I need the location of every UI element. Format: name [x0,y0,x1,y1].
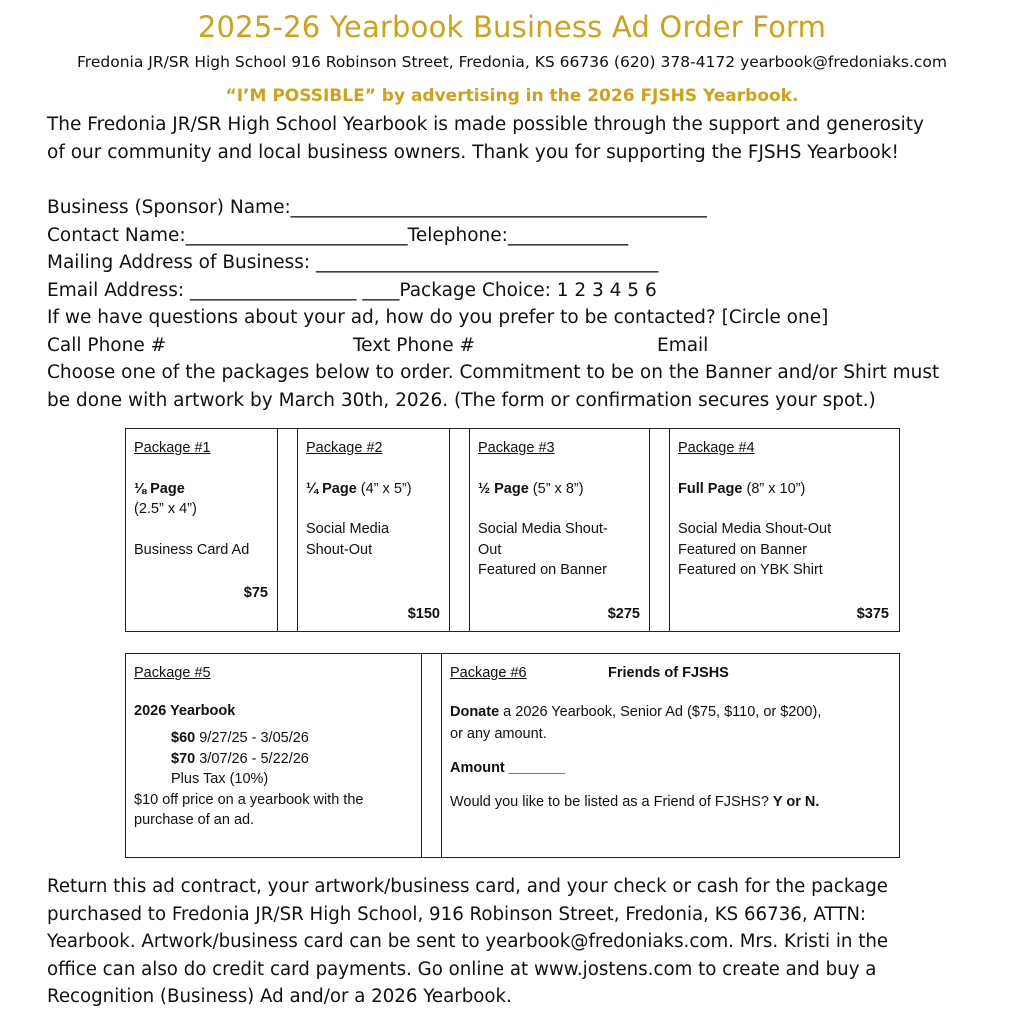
package-price: $275 [607,606,640,622]
package-desc: Business Card Ad [134,541,250,558]
contact-options [47,332,997,360]
package-price: $375 [856,606,889,622]
packages-row-1 [125,428,900,632]
package-dims: (5” x 8”) [528,480,584,497]
footer-line: Yearbook. Artwork/business card can be sent to yearbook@fredoniaks.com. Mrs. Kristi in the [47,931,889,952]
package-price: $75 [243,585,268,601]
intro-line: of our community and local business owners. Thank you for supporting the FJSHS Yearbook! [47,141,899,163]
package-title: 2026 Yearbook [134,702,236,719]
contact-question: If we have questions about your ad, how do you prefer to be contacted? [Circle one] [47,307,829,328]
package-desc: Shout-Out [306,541,373,558]
column-divider [421,654,442,857]
package-title: Friends of FJSHS [608,665,729,681]
yes-no-choice[interactable]: Y or N. [772,794,820,810]
donate-text: or any amount. [450,725,547,742]
mailing-address-field[interactable]: Mailing Address of Business: _____________________________________ [47,252,659,273]
email-package-field[interactable]: Email Address: __________________ ____Package Choice: 1 2 3 4 5 6 [47,279,657,301]
option-email[interactable]: Email [657,334,709,356]
package-heading: Package #5 [134,665,211,681]
packages-row-2 [125,653,900,858]
order-fields [47,194,997,414]
option-call[interactable]: Call Phone # [47,334,167,356]
option-text[interactable]: Text Phone # [353,334,475,356]
intro-line: The Fredonia JR/SR High School Yearbook is made possible through the support and generosity [47,114,924,135]
price-late: $70 [171,750,196,767]
package-desc: Featured on Banner [678,541,807,558]
dates-late: 3/07/26 - 5/22/26 [195,750,309,767]
business-name-field[interactable]: Business (Sponsor) Name:_____________________________________________ [47,197,707,218]
package-desc: Social Media Shout-Out [678,521,832,537]
package-heading: Package #4 [678,440,755,456]
package-desc: Social Media Shout- [478,521,608,537]
package-6 [442,654,898,857]
friend-question: Would you like to be listed as a Friend of FJSHS? [450,794,773,810]
package-price: $150 [407,606,440,622]
package-heading: Package #1 [134,440,211,456]
contact-name-field[interactable]: Contact Name:________________________Telephone:_____________ [47,224,629,246]
dates-early: 9/27/25 - 3/05/26 [195,730,309,746]
package-3 [470,429,649,631]
footer-line: purchased to Fredonia JR/SR High School, 916 Robinson Street, Fredonia, KS 66736, ATTN: [47,903,867,925]
footer-line: Return this ad contract, your artwork/business card, and your check or cash for the package [47,876,888,897]
footer-line: office can also do credit card payments. Go online at www.jostens.com to create and buy a [47,958,877,980]
footer-instructions [47,873,997,1011]
package-size: ¼ Page [306,480,357,497]
package-desc: Featured on YBK Shirt [678,562,823,578]
discount-note: $10 off price on a yearbook with the [134,791,364,808]
tax-note: Plus Tax (10%) [171,771,269,787]
package-size: Full Page [678,480,743,497]
package-5 [126,654,421,857]
donate-label: Donate [450,703,500,720]
package-desc: Out [478,541,502,558]
package-1 [126,429,277,631]
package-dims: (2.5” x 4”) [134,501,197,517]
package-size: ½ Page [478,480,529,497]
package-desc: Social Media [306,521,390,537]
column-divider [277,429,298,631]
footer-line: Recognition (Business) Ad and/or a 2026 Yearbook. [47,986,512,1007]
package-desc: Featured on Banner [478,562,607,578]
discount-note: purchase of an ad. [134,812,255,828]
package-4 [670,429,898,631]
donate-text: a 2026 Yearbook, Senior Ad ($75, $110, or $200), [499,703,822,720]
package-dims: (4” x 5”) [356,480,412,497]
choose-line: Choose one of the packages below to order. Commitment to be on the Banner and/or Shirt must [47,362,940,383]
package-heading: Package #3 [478,440,555,456]
school-address: Fredonia JR/SR High School 916 Robinson Street, Fredonia, KS 66736 (620) 378-4172 yearbook@fredoniaks.com [77,53,947,71]
page-title: 2025-26 Yearbook Business Ad Order Form [197,10,827,44]
package-2 [298,429,449,631]
slogan: “I’M POSSIBLE” by advertising in the 2026 FJSHS Yearbook. [225,86,799,106]
column-divider [649,429,670,631]
package-size: ⅛ Page [134,480,185,497]
column-divider [449,429,470,631]
package-heading: Package #6 [450,665,527,681]
amount-field[interactable]: Amount _______ [450,759,566,776]
intro-paragraph [47,111,997,166]
package-heading: Package #2 [306,440,383,456]
price-early: $60 [171,730,196,746]
package-dims: (8” x 10”) [742,480,806,497]
choose-line: be done with artwork by March 30th, 2026. (The form or confirmation secures your spot.) [47,389,876,411]
